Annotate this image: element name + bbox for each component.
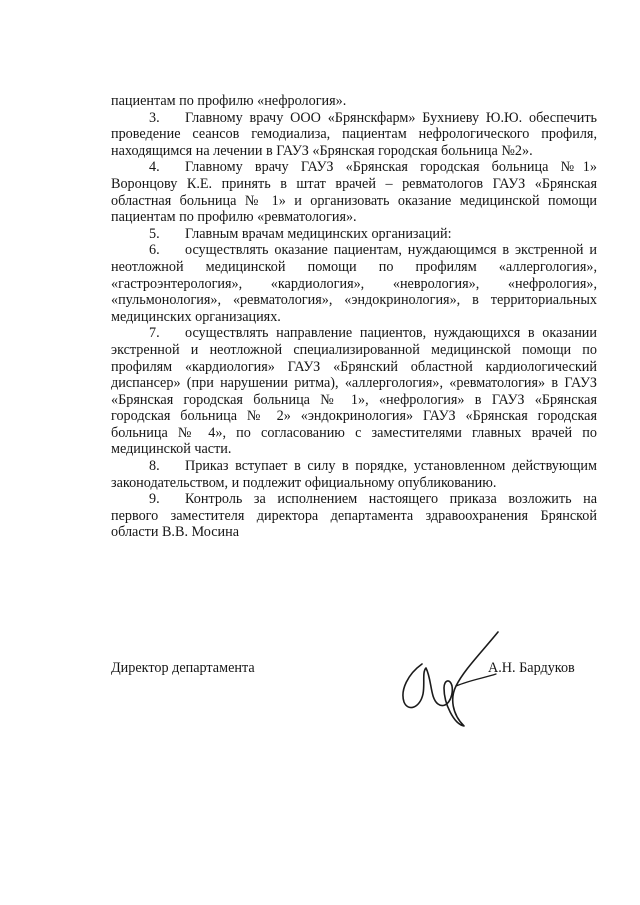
paragraph-number: 9. — [149, 491, 160, 508]
paragraph-text: осуществлять направление пациентов, нуждающихся в оказании экстренной и неотложной специализированной медицинской помощи по профилям «кардиология» ГАУЗ «Брянский областной кардиологический диспансер» (при нарушении ритма), «аллергология», «ревматология» в ГАУЗ «Брянская городская больница № 1», «нефрология» в ГАУЗ «Брянская городская больница № 2» «эндокринология» ГАУЗ «Брянская городская больница № 4», по согласованию с заместителями главных врачей по медицинской части. — [111, 325, 597, 458]
paragraph-5 — [111, 226, 597, 243]
paragraph-text: Главному врачу ГАУЗ «Брянская городская больница №1» Воронцову К.Е. принять в штат врачей – ревматологов ГАУЗ «Брянская областная больница № 1» и организовать оказание медицинской помощи пациентам по профилю «ревматология». — [111, 159, 597, 226]
paragraph-text: Приказ вступает в силу в порядке, установленном действующим законодательством, и подлежит официальному опубликованию. — [111, 458, 597, 491]
paragraph-text: Контроль за исполнением настоящего приказа возложить на первого заместителя директора департамента здравоохранения Брянской области В.В. Мосина — [111, 491, 597, 541]
paragraph-number: 7. — [149, 325, 160, 342]
lead-line: пациентам по профилю «нефрология». — [111, 93, 347, 109]
paragraph-number: 4. — [149, 159, 160, 176]
signer-name: А.Н. Бардуков — [488, 660, 575, 676]
paragraph-3 — [111, 110, 597, 160]
paragraph-text: Главным врачам медицинских организаций: — [185, 225, 452, 242]
paragraph-7 — [111, 325, 597, 458]
signer-title: Директор департамента — [111, 660, 255, 676]
handwritten-signature — [392, 628, 507, 733]
paragraph-number: 3. — [149, 109, 160, 126]
paragraph-number: 6. — [149, 242, 160, 259]
document-body — [111, 93, 597, 541]
paragraph-number: 5. — [149, 225, 160, 242]
paragraph-4 — [111, 159, 597, 225]
paragraph-number: 8. — [149, 458, 160, 475]
paragraph-text: осуществлять оказание пациентам, нуждающимся в экстренной и неотложной медицинской помощи по профилям «аллергология», «гастроэнтерология», «кардиология», «неврология», «нефрология», «пульмонология», «ревматология», «эндокринология», в территориальных медицинских организациях. — [111, 242, 597, 325]
paragraph-9 — [111, 491, 597, 541]
paragraph-8 — [111, 458, 597, 491]
paragraph-6 — [111, 242, 597, 325]
paragraph-text: Главному врачу ООО «Брянскфарм» Бухниеву Ю.Ю. обеспечить проведение сеансов гемодиализа, пациентам нефрологического профиля, находящимся на лечении в ГАУЗ «Брянская городская больница №2». — [111, 109, 597, 159]
